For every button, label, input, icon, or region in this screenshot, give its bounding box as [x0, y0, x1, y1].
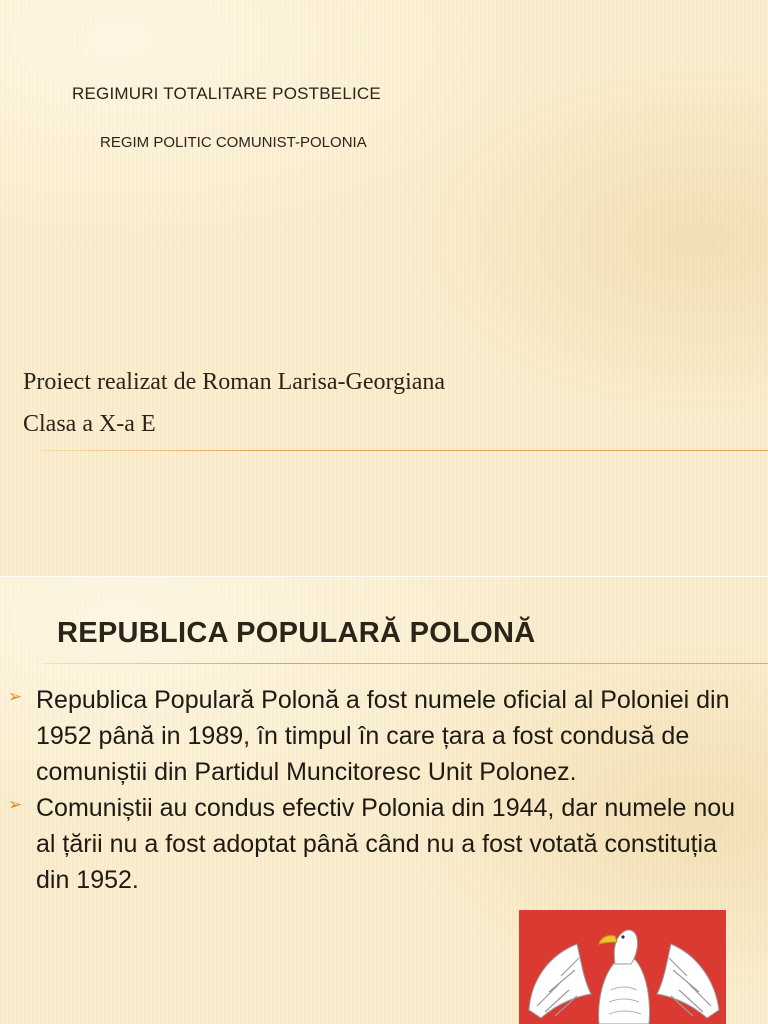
- divider-line: [42, 663, 768, 664]
- polish-eagle-coat-of-arms-icon: [519, 910, 726, 1024]
- arrow-bullet-icon: ➢: [8, 795, 23, 814]
- eagle-icon: [519, 910, 726, 1024]
- divider-line: [42, 450, 768, 451]
- arrow-bullet-icon: ➢: [8, 687, 23, 706]
- slide-heading: REPUBLICA POPULARĂ POLONĂ: [57, 617, 536, 649]
- bullet-list: [0, 682, 740, 898]
- presentation-title: REGIMURI TOTALITARE POSTBELICE: [72, 84, 381, 103]
- slide-content: [0, 577, 768, 1024]
- class-line: Clasa a X-a E: [23, 411, 156, 437]
- author-line: Proiect realizat de Roman Larisa-Georgiana: [23, 369, 446, 395]
- bullet-text: Comuniștii au condus efectiv Polonia din 1944, dar numele nou al țării nu a fost adoptat până când nu a fost votată constituția din 1952.: [36, 794, 736, 894]
- presentation-subtitle: REGIM POLITIC COMUNIST-POLONIA: [100, 134, 367, 151]
- bullet-text: Republica Populară Polonă a fost numele oficial al Poloniei din 1952 până in 1989, în timpul în care țara a fost condusă de comuniștii din Partidul Muncitoresc Unit Polonez.: [36, 686, 730, 786]
- bullet-item: [0, 682, 740, 790]
- bullet-item: [0, 790, 740, 898]
